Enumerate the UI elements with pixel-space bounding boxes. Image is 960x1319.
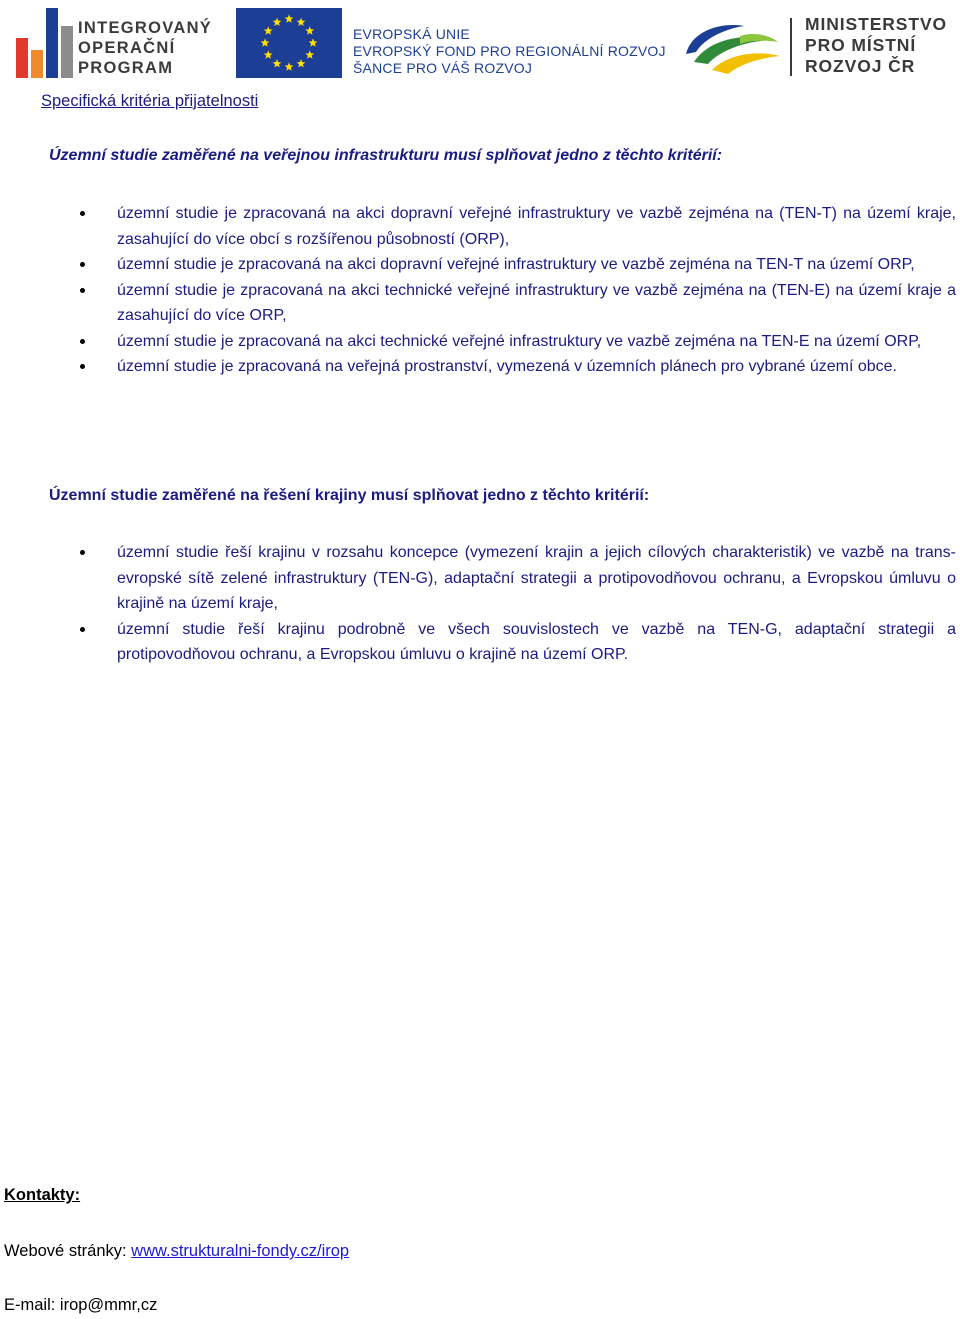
list-item-text: územní studie je zpracovaná na akci technické veřejné infrastruktury ve vazbě zejména na TEN-E na území ORP, (117, 332, 922, 350)
list-item-text: územní studie je zpracovaná na veřejná prostranství, vymezená v územních plánech pro vybrané území obce. (117, 358, 897, 375)
list-item (0, 540, 960, 617)
bullet-icon (80, 339, 85, 344)
list-item-text: územní studie řeší krajinu v rozsahu koncepce (vymezení krajin a jejich cílových charakteristik) ve vazbě na trans-evropské sítě zelené infrastruktury (TEN-G), adaptační strategii a protipovodňovou ochranu, a Evropskou úmluvu o krajině na území kraje, (117, 544, 956, 612)
email-line: E-mail: irop@mmr,cz (4, 1296, 158, 1314)
mmr-line-2: PRO MÍSTNÍ (805, 35, 917, 55)
website-link[interactable]: www.strukturalni-fondy.cz/irop (131, 1242, 350, 1260)
mmr-separator (790, 18, 792, 76)
iop-line-1: INTEGROVANÝ (78, 19, 213, 37)
eu-line-3: ŠANCE PRO VÁŠ ROZVOJ (353, 60, 533, 76)
bullet-icon (80, 364, 85, 369)
list-item-text: územní studie je zpracovaná na akci technické veřejné infrastruktury ve vazbě zejména na (TEN-E) na území kraje a zasahující do více ORP, (117, 281, 956, 324)
group1-heading: Územní studie zaměřené na veřejnou infrastrukturu musí splňovat jedno z těchto kritérií: (49, 147, 723, 164)
website-label: Webové stránky: (4, 1242, 132, 1260)
list-item-text: územní studie je zpracovaná na akci dopravní veřejné infrastruktury ve vazbě zejména na TEN-T na území ORP, (117, 256, 915, 273)
list-item (0, 329, 960, 355)
eu-text (353, 26, 666, 77)
bullet-icon (80, 211, 85, 216)
logo-header (0, 0, 960, 88)
eu-line-1: EVROPSKÁ UNIE (353, 26, 470, 42)
contacts-heading: Kontakty: (4, 1186, 81, 1204)
bullet-icon (80, 288, 85, 293)
group1-list (0, 201, 960, 380)
list-item (0, 252, 960, 278)
mmr-text (805, 14, 947, 77)
section-title: Specifická kritéria přijatelnosti (41, 92, 259, 110)
iop-logo-text (78, 18, 212, 78)
iop-bars-icon (16, 8, 76, 78)
mmr-line-3: ROZVOJ ČR (805, 56, 916, 76)
list-item-text: územní studie je zpracovaná na akci dopravní veřejné infrastruktury ve vazbě zejména na (TEN-T) na území kraje, zasahující do více obcí s rozšířenou působností (ORP), (117, 205, 956, 248)
iop-line-3: PROGRAM (78, 59, 174, 77)
list-item (0, 354, 960, 380)
eu-flag-icon (236, 8, 342, 78)
list-item (0, 201, 960, 252)
iop-line-2: OPERAČNÍ (78, 39, 176, 57)
website-line (4, 1242, 349, 1261)
group2-list (0, 540, 960, 668)
list-item-text: územní studie řeší krajinu podrobně ve všech souvislostech ve vazbě na TEN-G, adaptační strategii a protipovodňovou ochranu, a Evropskou úmluvu o krajině na území ORP. (117, 620, 956, 663)
bullet-icon (80, 627, 85, 632)
mmr-line-1: MINISTERSTVO (805, 14, 948, 34)
bullet-icon (80, 262, 85, 267)
bullet-icon (80, 550, 85, 555)
eu-line-2: EVROPSKÝ FOND PRO REGIONÁLNÍ ROZVOJ (353, 43, 666, 59)
group2-heading: Územní studie zaměřené na řešení krajiny musí splňovat jedno z těchto kritérií: (49, 487, 650, 504)
mmr-swirl-icon (682, 18, 782, 76)
list-item (0, 617, 960, 668)
list-item (0, 278, 960, 329)
iop-logo (16, 8, 216, 80)
